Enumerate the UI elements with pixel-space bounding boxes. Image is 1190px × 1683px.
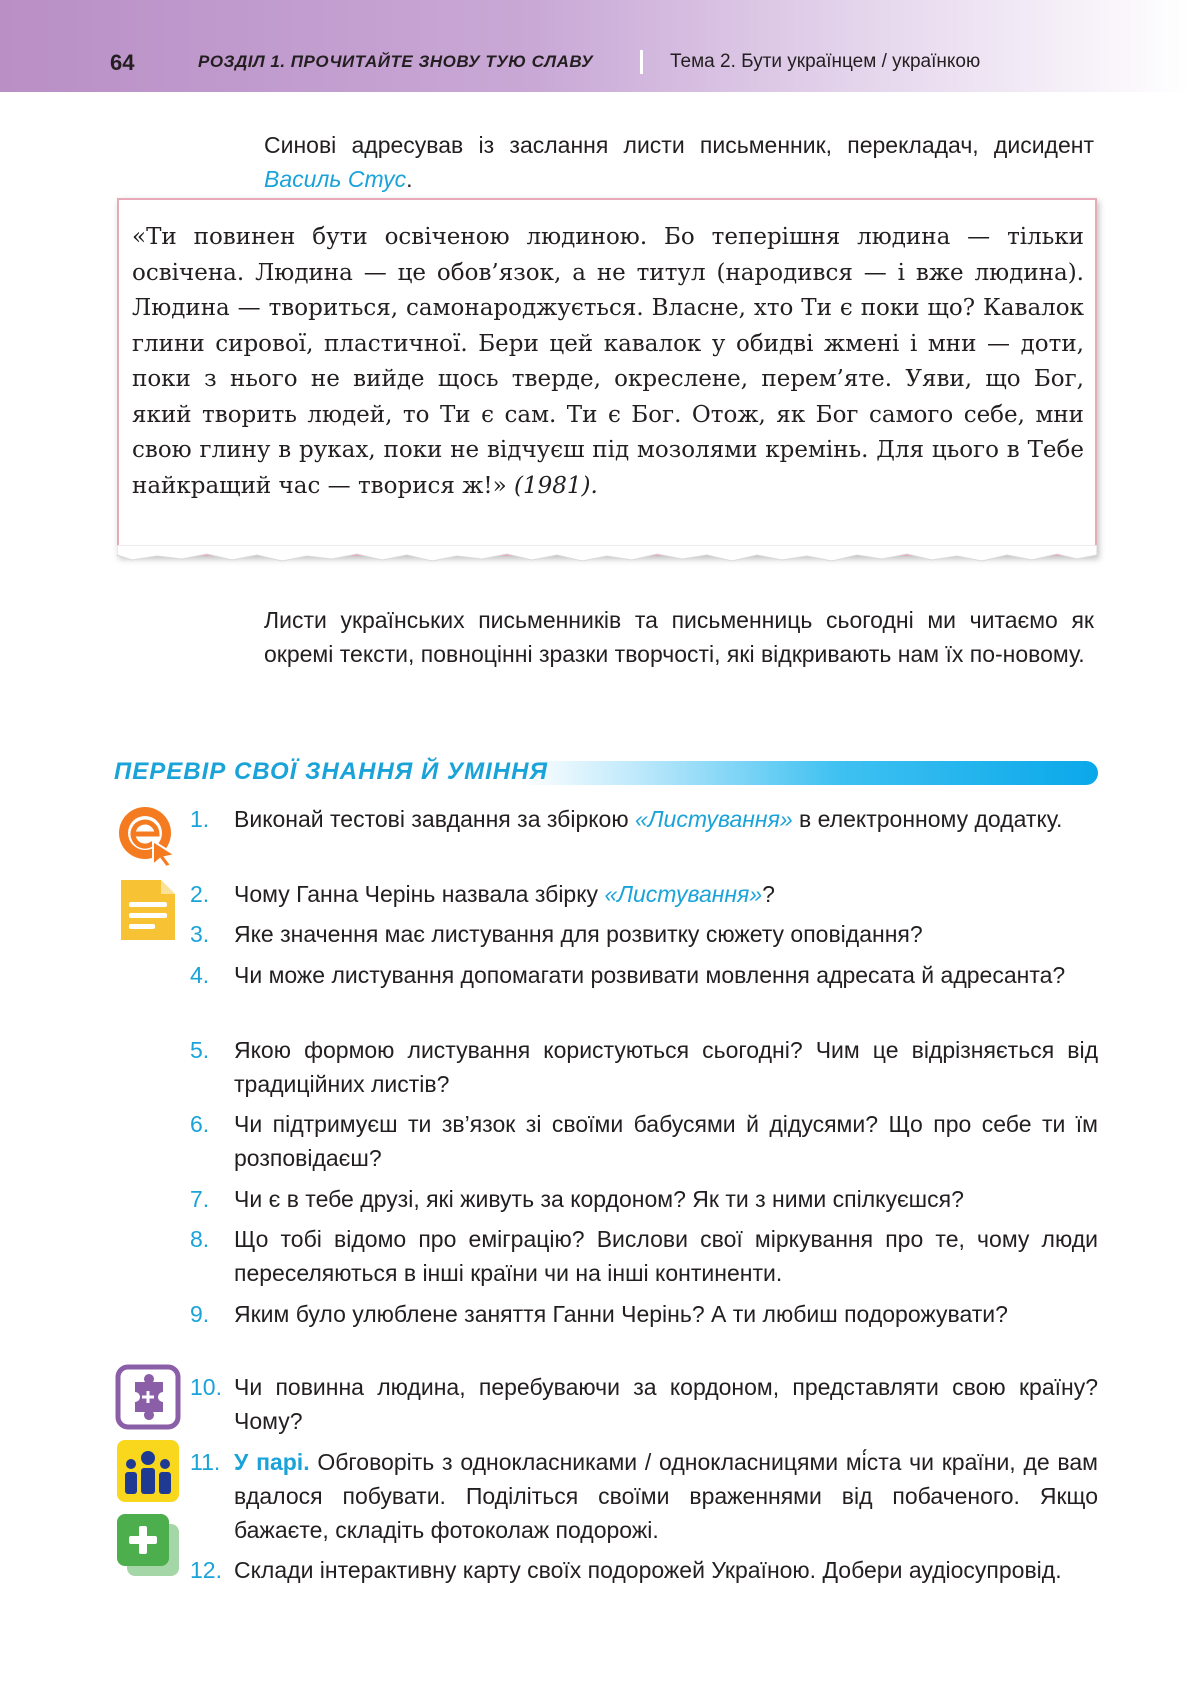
task-text-part: ? <box>762 881 775 907</box>
task-text: Чи підтримуєш ти зв’язок зі своїми бабусями й дідусями? Що про себе ти їм розповідаєш? <box>234 1111 1098 1171</box>
task-text-part: Виконай тестові завдання за збіркою <box>234 806 635 832</box>
task-number: 6. <box>190 1111 210 1137</box>
task-text: Чи може листування допомагати розвивати мовлення адресата й адресанта? <box>234 962 1066 988</box>
project-icon[interactable] <box>115 1512 181 1578</box>
task-text: Яким було улюблене заняття Ганни Черінь? А ти любиш подорожувати? <box>234 1301 1008 1327</box>
task-number: 2. <box>190 881 210 907</box>
pair-work-icon[interactable] <box>115 1438 181 1504</box>
task-number: 9. <box>190 1301 210 1327</box>
task-number: 5. <box>190 1037 210 1063</box>
task-text: Чи повинна людина, перебуваючи за кордоном, представляти свою країну? Чому? <box>234 1374 1098 1434</box>
task-number: 3. <box>190 921 210 947</box>
task-number: 4. <box>190 962 210 988</box>
task-text <box>234 1445 1098 1547</box>
task-text: Чи є в тебе друзі, які живуть за кордоном? Як ти з ними спілкуєшся? <box>234 1186 964 1212</box>
tasks-heading: ПЕРЕВІР СВОЇ ЗНАННЯ Й УМІННЯ <box>114 758 548 785</box>
intro-paragraph <box>264 128 1094 196</box>
letters-paragraph: Листи українських письменників та письменниць сьогодні ми читаємо як окремі тексти, повноцінні зразки творчості, які відкривають нам їх по-новому. <box>264 607 1094 667</box>
task-text-part: Чому Ганна Черінь назвала збірку <box>234 881 605 907</box>
torn-edge-decoration <box>117 545 1097 569</box>
e-resource-icon[interactable] <box>115 803 183 867</box>
task-number: 1. <box>190 806 210 832</box>
intro-text: Синові адресував із заслання листи письменник, перекладач, дисидент <box>264 132 1094 158</box>
header-separator <box>640 50 643 74</box>
task-text: Якою формою листування користуються сьогодні? Чим це відрізняється від традиційних листів? <box>234 1037 1098 1097</box>
task-text: Яке значення має листування для розвитку сюжету оповідання? <box>234 921 923 947</box>
collection-link[interactable]: «Листування» <box>634 806 793 832</box>
page-header <box>0 0 1190 92</box>
intro-text-end: . <box>406 166 413 192</box>
page-number: 64 <box>110 50 135 75</box>
quote-text <box>132 220 1084 504</box>
task-number: 12. <box>190 1557 222 1583</box>
puzzle-icon[interactable] <box>115 1364 181 1430</box>
task-number: 7. <box>190 1186 210 1212</box>
task-number: 11. <box>190 1449 221 1475</box>
author-link[interactable]: Василь Стус <box>264 166 407 192</box>
task-text: Що тобі відомо про еміграцію? Вислови свої міркування про те, чому люди переселяються в інші країни чи на інші континенти. <box>234 1226 1098 1286</box>
task-text <box>234 802 1098 836</box>
task-text <box>234 877 1098 911</box>
quote-year: (1981). <box>514 472 598 499</box>
section-title: РОЗДІЛ 1. ПРОЧИТАЙТЕ ЗНОВУ ТУЮ СЛАВУ <box>198 52 594 71</box>
task-text-part: в електронному додатку. <box>792 806 1063 832</box>
task-text: Склади інтерактивну карту своїх подорожей Україною. Добери аудіосупровід. <box>234 1557 1062 1583</box>
quote-body: «Ти повинен бути освіченою людиною. Бо теперішня людина — тільки освічена. Людина — це обов’язок, а не титул (народився — і вже людина). Людина — твориться, самонароджується. Власне, хто Ти є поки що? Кавалок глини сирової, пластичної. Бери цей кавалок у обидві жмені і мни — доти, поки з нього не вийде щось тверде, окреслене, перем’яте. Уяви, що Бог, який творить людей, то Ти є сам. Ти є Бог. Отож, як Бог самого себе, мни свою глину в руках, поки не відчуєш під мозолями кремінь. Для цього в Тебе найкращий час — творися ж!» <box>132 224 1084 499</box>
collection-link[interactable]: «Листування» <box>604 881 763 907</box>
task-number: 8. <box>190 1226 210 1252</box>
task-number: 10. <box>190 1374 222 1400</box>
notes-icon[interactable] <box>117 876 179 944</box>
heading-bar-decoration <box>520 761 1098 785</box>
task-text-part: Обговоріть з однокласниками / однокласницями мі́ста чи країни, де вам вдалося побувати. Поділіться своїми враженнями від побаченого. Якщо бажаєте, складіть фотоколаж подорожі. <box>234 1449 1098 1543</box>
topic-title: Тема 2. Бути українцем / українкою <box>670 51 981 72</box>
pair-work-label: У парі. <box>234 1449 310 1475</box>
